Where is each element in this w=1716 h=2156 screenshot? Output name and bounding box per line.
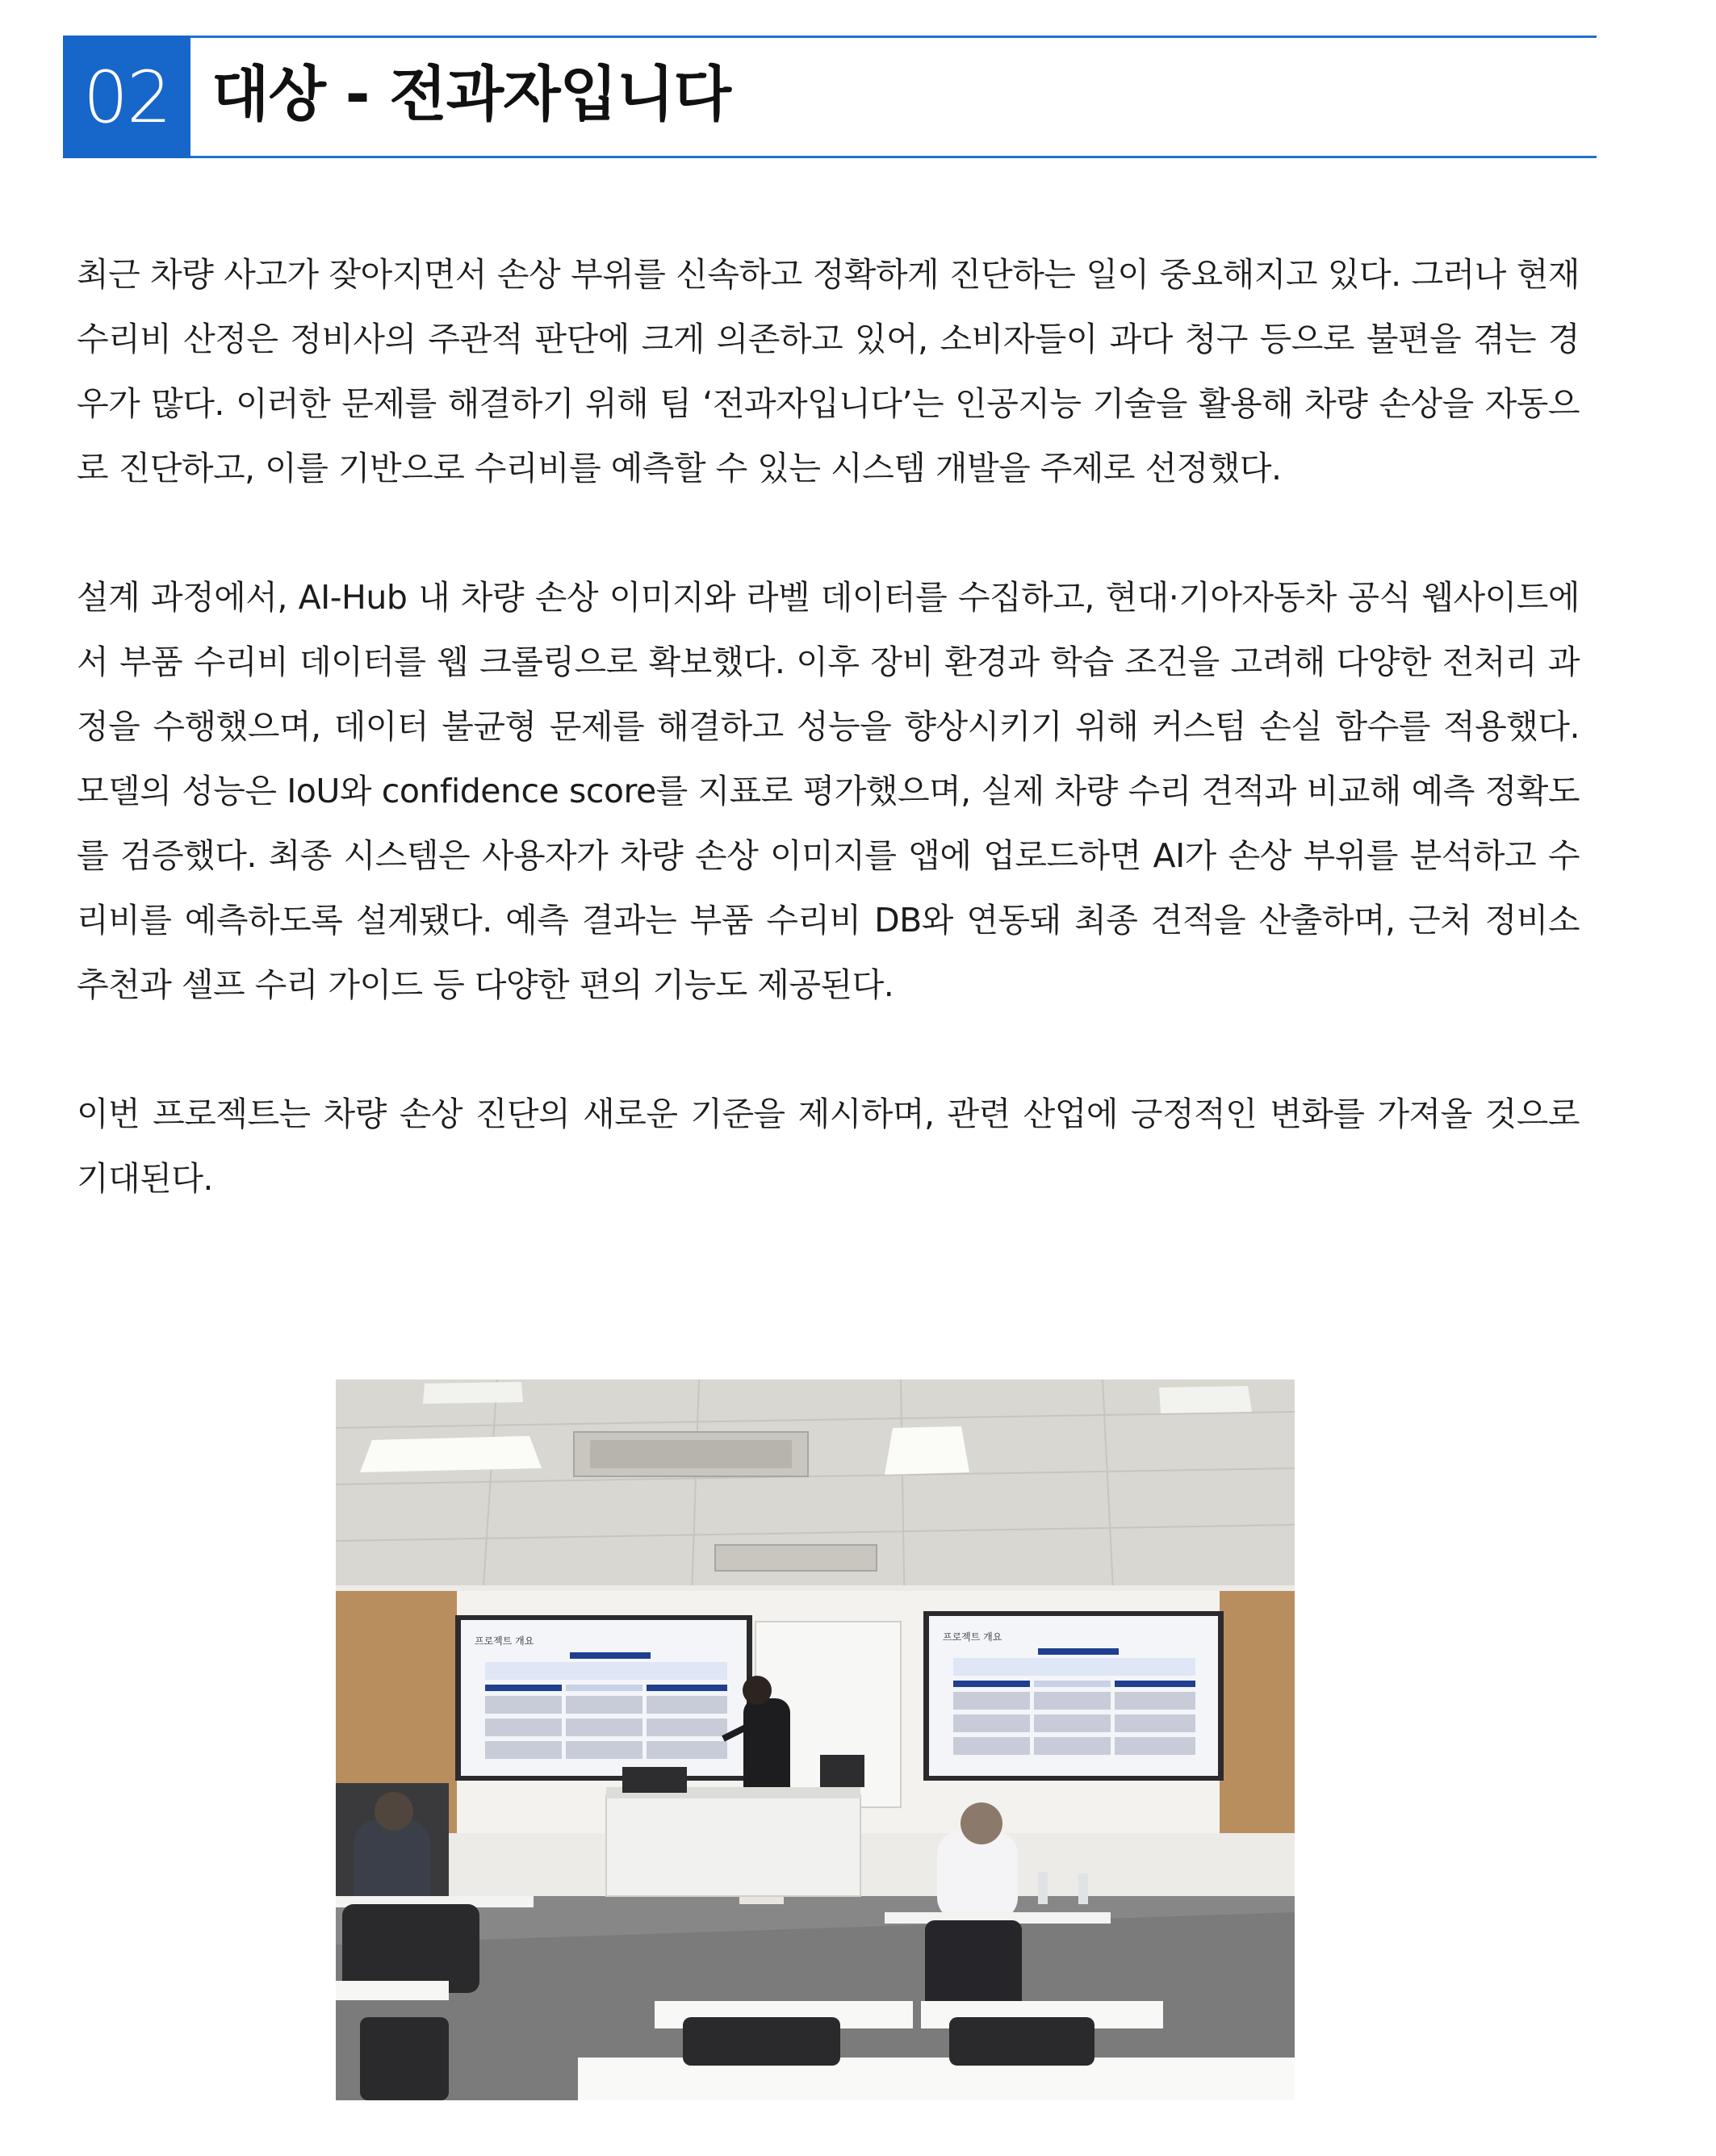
paragraph-conclusion: 이번 프로젝트는 차량 손상 진단의 새로운 기준을 제시하며, 관련 산업에 긍정적인 변화를 가져올 것으로 기대된다.	[77, 1095, 1580, 1198]
section-number-badge	[63, 36, 190, 158]
header-rule-top	[63, 36, 1597, 38]
paragraph-design: 설계 과정에서, AI-Hub 내 차량 손상 이미지와 라벨 데이터를 수집하고, 현대·기아자동차 공식 웹사이트에서 부품 수리비 데이터를 웹 크롤링으로 확보했다. 이후 장비 환경과 학습 조건을 고려해 다양한 전처리 과정을 수행했으며, 데이터 불균형 문제를 해결하고 성능을 향상시키기 위해 커스텀 손실 함수를 적용했다. 모델의 성능은 IoU와 confidence score를 지표로 평가했으며, 실제 차량 수리 견적과 비교해 예측 정확도를 검증했다. 최종 시스템은 사용자가 차량 손상 이미지를 앱에 업로드하면 AI가 손상 부위를 분석하고 수리비를 예측하도록 설계됐다. 예측 결과는 부품 수리비 DB와 연동돼 최종 견적을 산출하며, 근처 정비소 추천과 셀프 수리 가이드 등 다양한 편의 기능도 제공된다.	[77, 578, 1580, 1004]
section-number: 02	[83, 55, 170, 139]
header-rule-bottom	[63, 156, 1597, 158]
right-screen-title: 프로젝트 개요	[943, 1631, 1002, 1643]
paragraph-intro: 최근 차량 사고가 잦아지면서 손상 부위를 신속하고 정확하게 진단하는 일이 중요해지고 있다. 그러나 현재 수리비 산정은 정비사의 주관적 판단에 크게 의존하고 있어, 소비자들이 과다 청구 등으로 불편을 겪는 경우가 많다. 이러한 문제를 해결하기 위해 팀 ‘전과자입니다’는 인공지능 기술을 활용해 차량 손상을 자동으로 진단하고, 이를 기반으로 수리비를 예측할 수 있는 시스템 개발을 주제로 선정했다.	[77, 255, 1580, 488]
presentation-photo	[336, 1379, 1295, 2100]
article-body	[77, 242, 1580, 1275]
left-screen-title: 프로젝트 개요	[475, 1635, 534, 1647]
section-title: 대상 - 전과자입니다	[211, 60, 731, 129]
